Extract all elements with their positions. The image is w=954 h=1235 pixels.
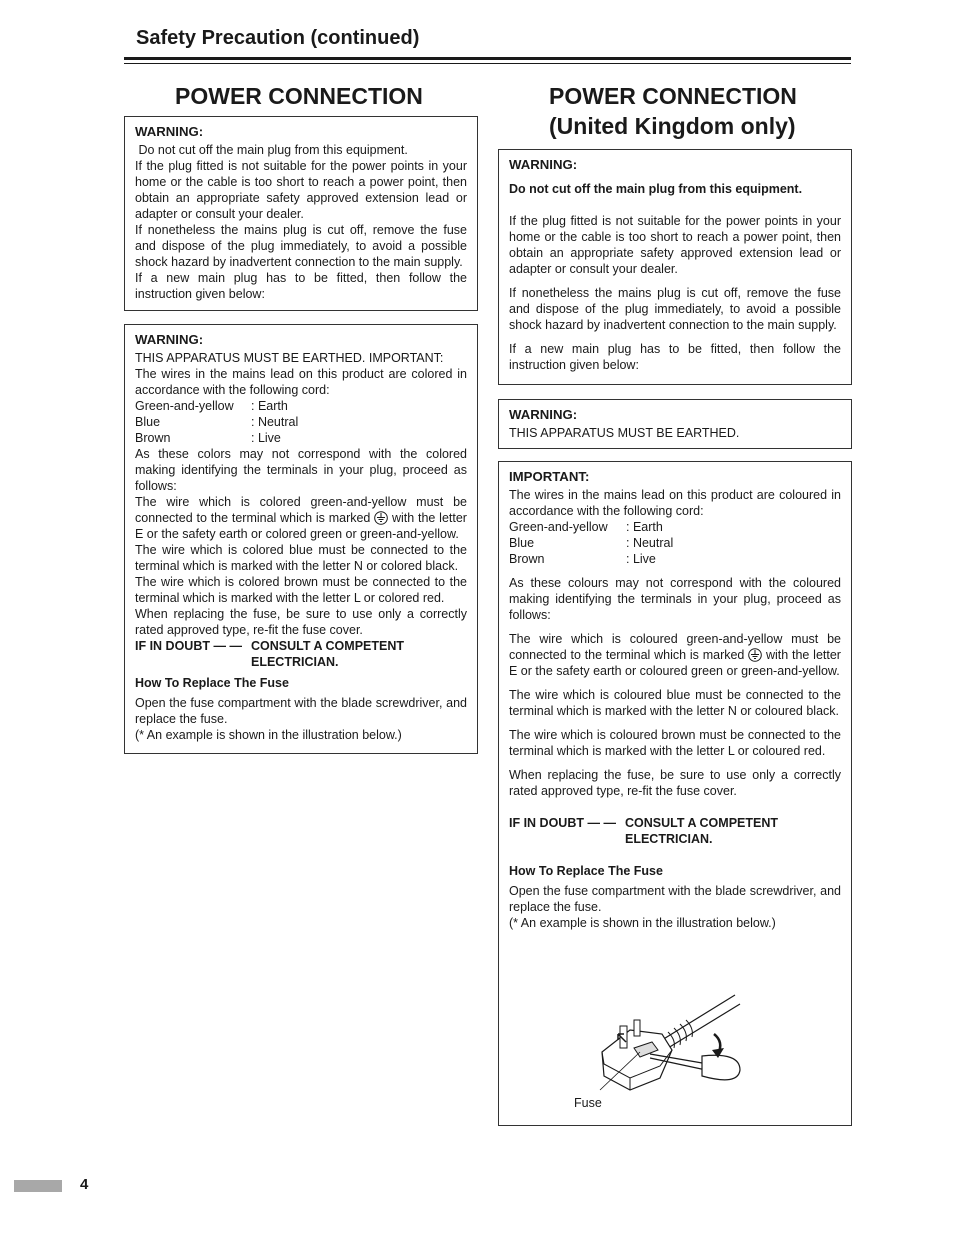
doubt-text-2: ELECTRICIAN. bbox=[251, 655, 339, 669]
cord-value: : Live bbox=[626, 552, 656, 566]
left-box1-line-2: If the plug fitted is not suitable for the power points in your home or the cable is too short to reach a power point, then obtain an appropriate safety approved extension lead or adapter or consult your dealer. bbox=[135, 159, 467, 221]
howto-text: Open the fuse compartment with the blade screwdriver, and replace the fuse. bbox=[135, 696, 467, 726]
right-warning-box-2 bbox=[498, 399, 852, 449]
page-number: 4 bbox=[80, 1176, 89, 1193]
right-box3-para-3: The wire which is coloured blue must be connected to the terminal which is marked with the letter N or coloured black. bbox=[509, 688, 841, 718]
left-box2-line-2: The wires in the mains lead on this product are colored in accordance with the following cord: bbox=[135, 367, 467, 397]
right-title-line-1: POWER CONNECTION bbox=[549, 83, 797, 109]
left-warning-box-2 bbox=[124, 324, 478, 754]
right-box2-text: THIS APPARATUS MUST BE EARTHED. bbox=[509, 426, 740, 440]
right-warning-box-1 bbox=[498, 149, 852, 385]
cord-row bbox=[135, 398, 467, 414]
howto-note: (* An example is shown in the illustration below.) bbox=[509, 916, 776, 930]
right-title bbox=[549, 81, 797, 141]
warning-label: WARNING: bbox=[509, 407, 578, 422]
section-header: Safety Precaution (continued) bbox=[136, 27, 420, 49]
left-box1-line-4: If a new main plug has to be fitted, then follow the instruction given below: bbox=[135, 271, 467, 301]
cord-row bbox=[509, 535, 841, 551]
doubt-text-1: CONSULT A COMPETENT bbox=[625, 816, 779, 830]
warning-label: WARNING: bbox=[509, 157, 578, 172]
cord-value: : Live bbox=[251, 431, 281, 445]
fuse-label: Fuse bbox=[574, 1096, 602, 1110]
cord-value: : Neutral bbox=[251, 415, 299, 429]
right-box3-intro: The wires in the mains lead on this product are coloured in accordance with the following cord: bbox=[509, 488, 841, 518]
howto-title: How To Replace The Fuse bbox=[509, 864, 663, 878]
howto-note: (* An example is shown in the illustration below.) bbox=[135, 728, 402, 742]
left-box1-line-1: Do not cut off the main plug from this equipment. bbox=[135, 143, 408, 157]
right-box1-para-1: If the plug fitted is not suitable for the power points in your home or the cable is too short to reach a power point, then obtain an appropriate safety approved extension lead or adapter or consult your dealer. bbox=[509, 214, 841, 276]
important-label: IMPORTANT: bbox=[509, 469, 590, 484]
left-warning-box-1 bbox=[124, 116, 478, 311]
cord-row bbox=[509, 519, 841, 535]
cord-row bbox=[509, 551, 841, 567]
right-box1-para-3: If a new main plug has to be fitted, then follow the instruction given below: bbox=[509, 342, 841, 372]
cord-color: Blue bbox=[135, 415, 161, 429]
if-in-doubt bbox=[135, 638, 467, 670]
para-text: with the letter E or the safety earth or coloured green or green-and-yellow. bbox=[509, 648, 841, 678]
left-box2-para-5: When replacing the fuse, be sure to use only a correctly rated approved type, re-fit the fuse cover. bbox=[135, 607, 467, 637]
fuse-replacement-illustration bbox=[590, 990, 750, 1100]
doubt-text-1: CONSULT A COMPETENT bbox=[251, 639, 405, 653]
para-text: The wire which is colored green-and-yellow must be connected to the terminal which is marked bbox=[135, 495, 467, 525]
left-box2-para-1: As these colors may not correspond with the colored making identifying the terminals in your plug, proceed as follows: bbox=[135, 447, 467, 493]
cord-color: Green-and-yellow bbox=[135, 399, 234, 413]
howto-text: Open the fuse compartment with the blade screwdriver, and replace the fuse. bbox=[509, 884, 841, 914]
left-box2-para-4: The wire which is colored brown must be connected to the terminal which is marked with the letter L or colored red. bbox=[135, 575, 467, 605]
right-box3-para-4: The wire which is coloured brown must be connected to the terminal which is marked with the letter L or coloured red. bbox=[509, 728, 841, 758]
warning-label: WARNING: bbox=[135, 332, 204, 347]
right-box1-para-2: If nonetheless the mains plug is cut off, remove the fuse and dispose of the plug immediately, to avoid a possible shock hazard by inadvertent connection to the main supply. bbox=[509, 286, 841, 332]
cord-value: : Earth bbox=[251, 399, 288, 413]
doubt-text-2: ELECTRICIAN. bbox=[625, 832, 713, 846]
cord-row bbox=[135, 414, 467, 430]
page-number-bar bbox=[14, 1180, 62, 1192]
para-text: The wire which is coloured green-and-yellow must be connected to the terminal which is marked bbox=[509, 632, 841, 662]
doubt-label: IF IN DOUBT — — bbox=[135, 639, 242, 653]
doubt-text bbox=[251, 638, 404, 670]
doubt-label: IF IN DOUBT — — bbox=[509, 816, 616, 830]
cord-color: Green-and-yellow bbox=[509, 520, 608, 534]
cord-row bbox=[135, 430, 467, 446]
left-box2-para-2 bbox=[135, 494, 467, 542]
cord-color: Blue bbox=[509, 536, 535, 550]
cord-color: Brown bbox=[135, 431, 171, 445]
cord-color: Brown bbox=[509, 552, 545, 566]
header-rule-thin bbox=[124, 63, 851, 64]
right-title-line-2: (United Kingdom only) bbox=[549, 113, 796, 139]
left-box2-line-1: THIS APPARATUS MUST BE EARTHED. IMPORTANT: bbox=[135, 351, 444, 365]
cord-value: : Neutral bbox=[626, 536, 674, 550]
doubt-text bbox=[625, 815, 778, 847]
right-box3-para-1: As these colours may not correspond with the coloured making identifying the terminals in your plug, proceed as follows: bbox=[509, 576, 841, 622]
left-box2-para-3: The wire which is colored blue must be connected to the terminal which is marked with the letter N or colored black. bbox=[135, 543, 467, 573]
header-rule bbox=[124, 57, 851, 60]
right-box3-para-5: When replacing the fuse, be sure to use only a correctly rated approved type, re-fit the fuse cover. bbox=[509, 768, 841, 798]
right-box3-para-2 bbox=[509, 631, 841, 679]
cord-value: : Earth bbox=[626, 520, 663, 534]
earth-ground-icon bbox=[374, 511, 388, 525]
right-box1-bold: Do not cut off the main plug from this equipment. bbox=[509, 182, 803, 196]
if-in-doubt bbox=[509, 815, 841, 847]
left-title: POWER CONNECTION bbox=[175, 83, 423, 109]
earth-ground-icon bbox=[748, 648, 762, 662]
left-box1-line-3: If nonetheless the mains plug is cut off, remove the fuse and dispose of the plug immediately, to avoid a possible shock hazard by inadvertent connection to the main supply. bbox=[135, 223, 467, 269]
warning-label: WARNING: bbox=[135, 124, 204, 139]
howto-title: How To Replace The Fuse bbox=[135, 676, 289, 690]
para-text: with the letter E or the safety earth or colored green or green-and-yellow. bbox=[135, 511, 467, 541]
